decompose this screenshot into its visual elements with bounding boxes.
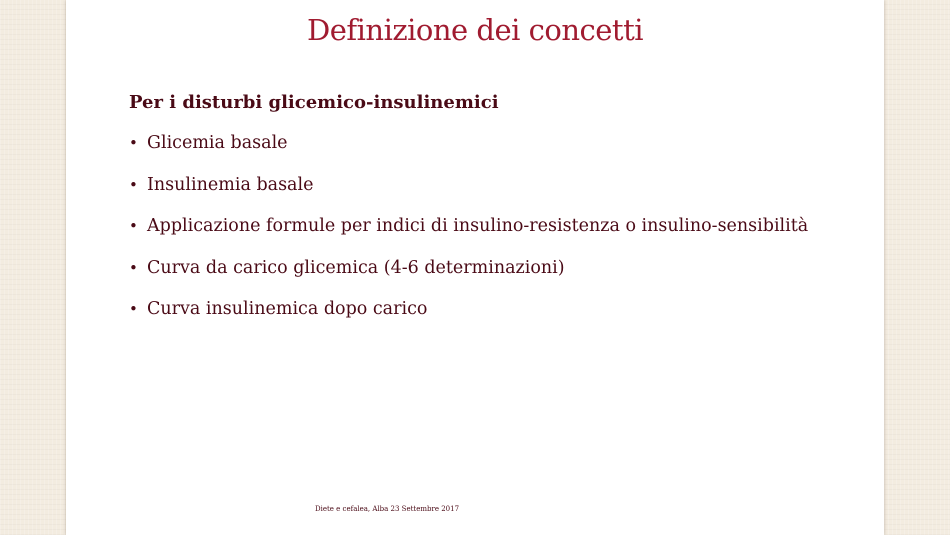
bullet-text: Curva insulinemica dopo carico	[147, 299, 428, 319]
bullet-item	[129, 258, 808, 300]
bullet-icon: •	[129, 134, 138, 152]
bullet-icon: •	[129, 217, 138, 235]
bullet-list	[129, 133, 808, 341]
slide-page	[66, 0, 884, 535]
bullet-item	[129, 175, 808, 217]
bullet-text: Insulinemia basale	[147, 174, 314, 195]
bullet-icon: •	[129, 300, 138, 318]
bullet-item	[129, 216, 808, 258]
slide-title: Definizione dei concetti	[306, 13, 644, 47]
slide-footer: Diete e cefalea, Alba 23 Settembre 2017	[315, 505, 460, 513]
bullet-icon: •	[129, 175, 138, 194]
bullet-item	[129, 299, 808, 341]
bullet-item	[129, 133, 808, 175]
bullet-text: Glicemia basale	[147, 133, 288, 153]
section-subheading: Per i disturbi glicemico-insulinemici	[129, 92, 499, 113]
bullet-icon: •	[129, 258, 138, 277]
bullet-text: Curva da carico glicemica (4-6 determinazioni)	[147, 257, 565, 278]
bullet-text: Applicazione formule per indici di insulino-resistenza o insulino-sensibilità	[147, 216, 809, 236]
